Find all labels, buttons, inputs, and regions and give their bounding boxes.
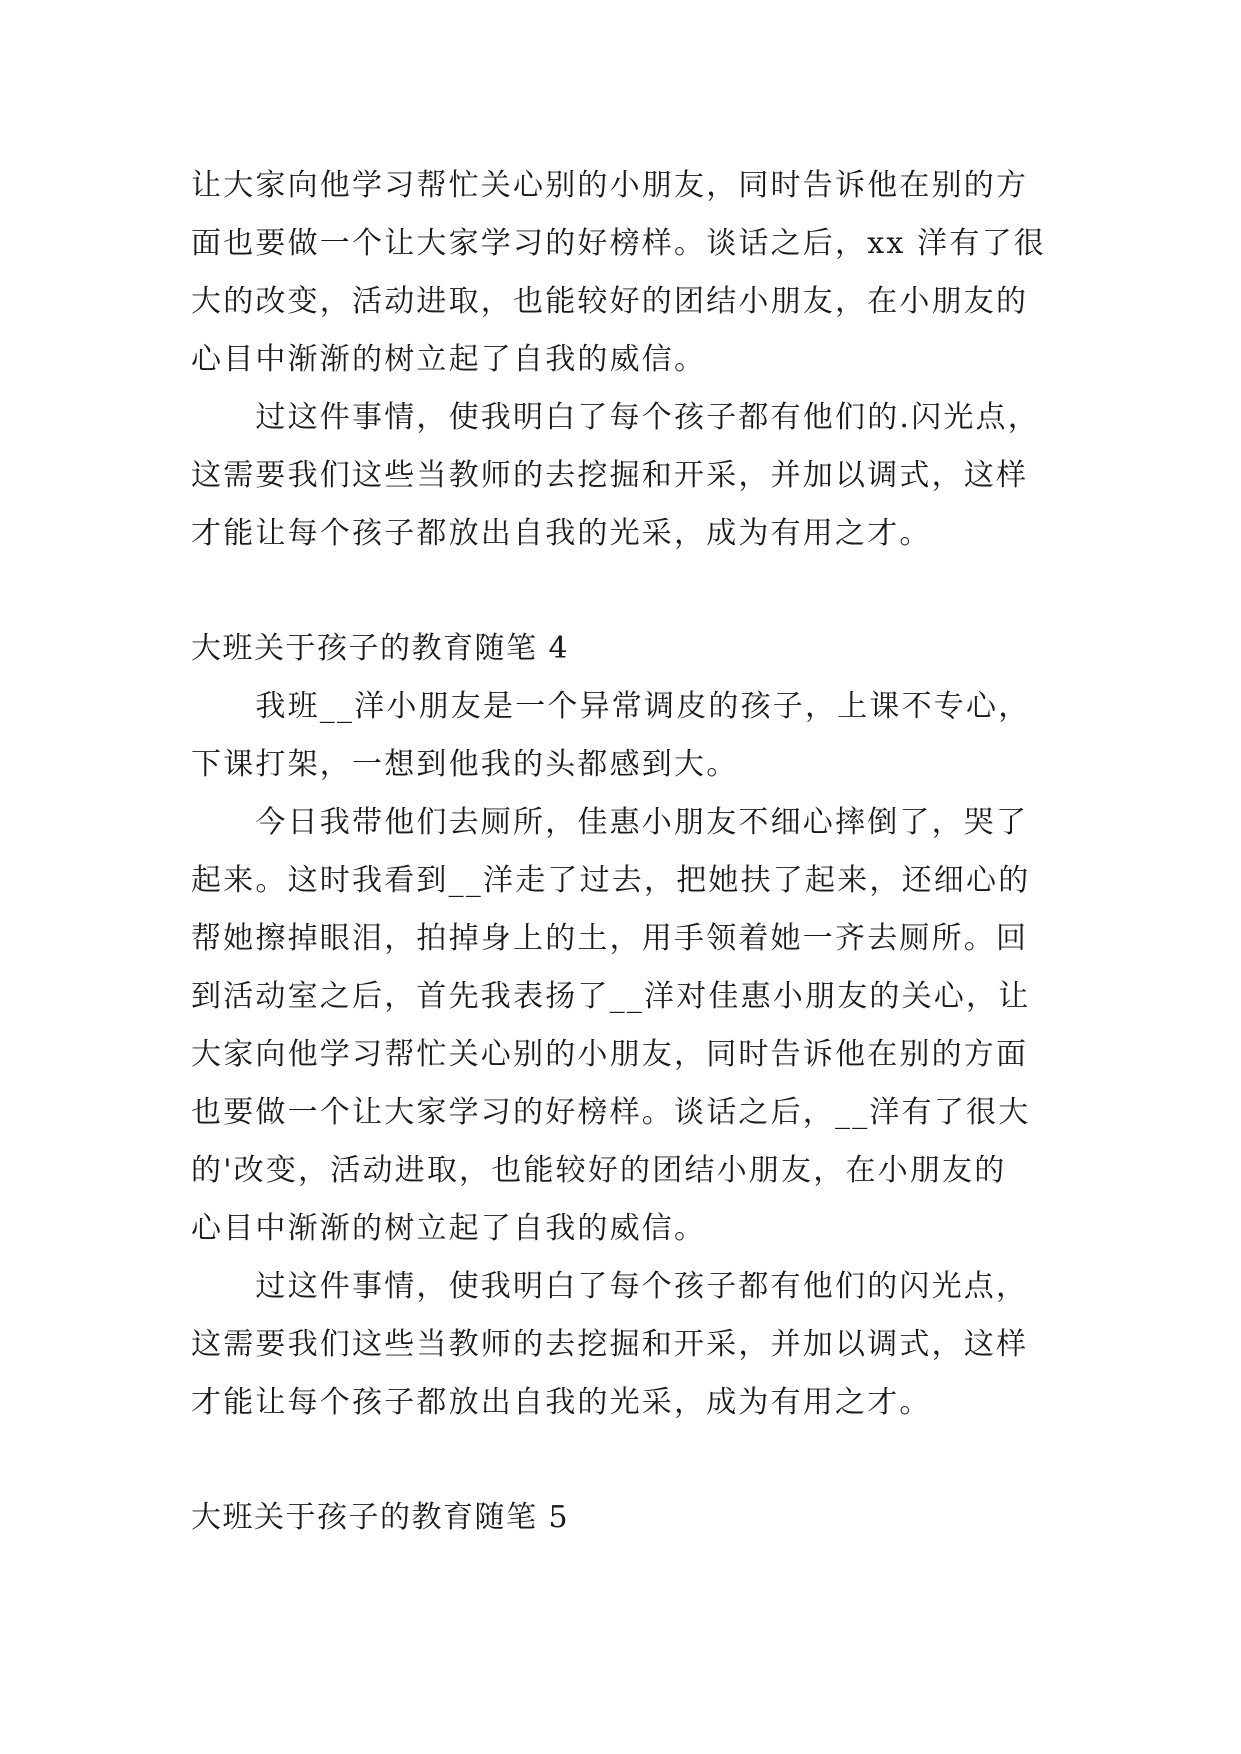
paragraph-line: 面也要做一个让大家学习的好榜样。谈话之后，xx 洋有了很 (191, 226, 1046, 261)
section-heading: 大班关于孩子的教育随笔 4 (191, 631, 570, 666)
paragraph-line: 过这件事情，使我明白了每个孩子都有他们的闪光点， (191, 1269, 1029, 1304)
section-heading: 大班关于孩子的教育随笔 5 (191, 1500, 570, 1535)
paragraph-line: 到活动室之后，首先我表扬了__洋对佳惠小朋友的关心，让 (191, 979, 1031, 1014)
paragraph-line: 我班__洋小朋友是一个异常调皮的孩子，上课不专心， (191, 689, 1031, 724)
paragraph-line: 大的改变，活动进取，也能较好的团结小朋友，在小朋友的 (191, 284, 1029, 319)
paragraph-line: 过这件事情，使我明白了每个孩子都有他们的.闪光点， (191, 400, 1040, 435)
paragraph-line: 这需要我们这些当教师的去挖掘和开采，并加以调式，这样 (191, 1327, 1029, 1362)
paragraph-line: 才能让每个孩子都放出自我的光采，成为有用之才。 (191, 516, 932, 551)
paragraph-line: 起来。这时我看到__洋走了过去，把她扶了起来，还细心的 (191, 863, 1031, 898)
paragraph-line: 让大家向他学习帮忙关心别的小朋友，同时告诉他在别的方 (191, 168, 1029, 203)
paragraph-line: 帮她擦掉眼泪，拍掉身上的土，用手领着她一齐去厕所。回 (191, 921, 1029, 956)
paragraph-line: 大家向他学习帮忙关心别的小朋友，同时告诉他在别的方面 (191, 1037, 1029, 1072)
paragraph-line: 才能让每个孩子都放出自我的光采，成为有用之才。 (191, 1385, 932, 1420)
paragraph-line: 也要做一个让大家学习的好榜样。谈话之后，__洋有了很大 (191, 1095, 1031, 1130)
paragraph-line: 心目中渐渐的树立起了自我的威信。 (191, 342, 707, 377)
paragraph-line: 今日我带他们去厕所，佳惠小朋友不细心摔倒了，哭了 (191, 805, 1029, 840)
paragraph-line: 心目中渐渐的树立起了自我的威信。 (191, 1211, 707, 1246)
paragraph-line: 的'改变，活动进取，也能较好的团结小朋友，在小朋友的 (191, 1153, 1007, 1188)
paragraph-line: 下课打架，一想到他我的头都感到大。 (191, 747, 739, 782)
paragraph-line: 这需要我们这些当教师的去挖掘和开采，并加以调式，这样 (191, 458, 1029, 493)
